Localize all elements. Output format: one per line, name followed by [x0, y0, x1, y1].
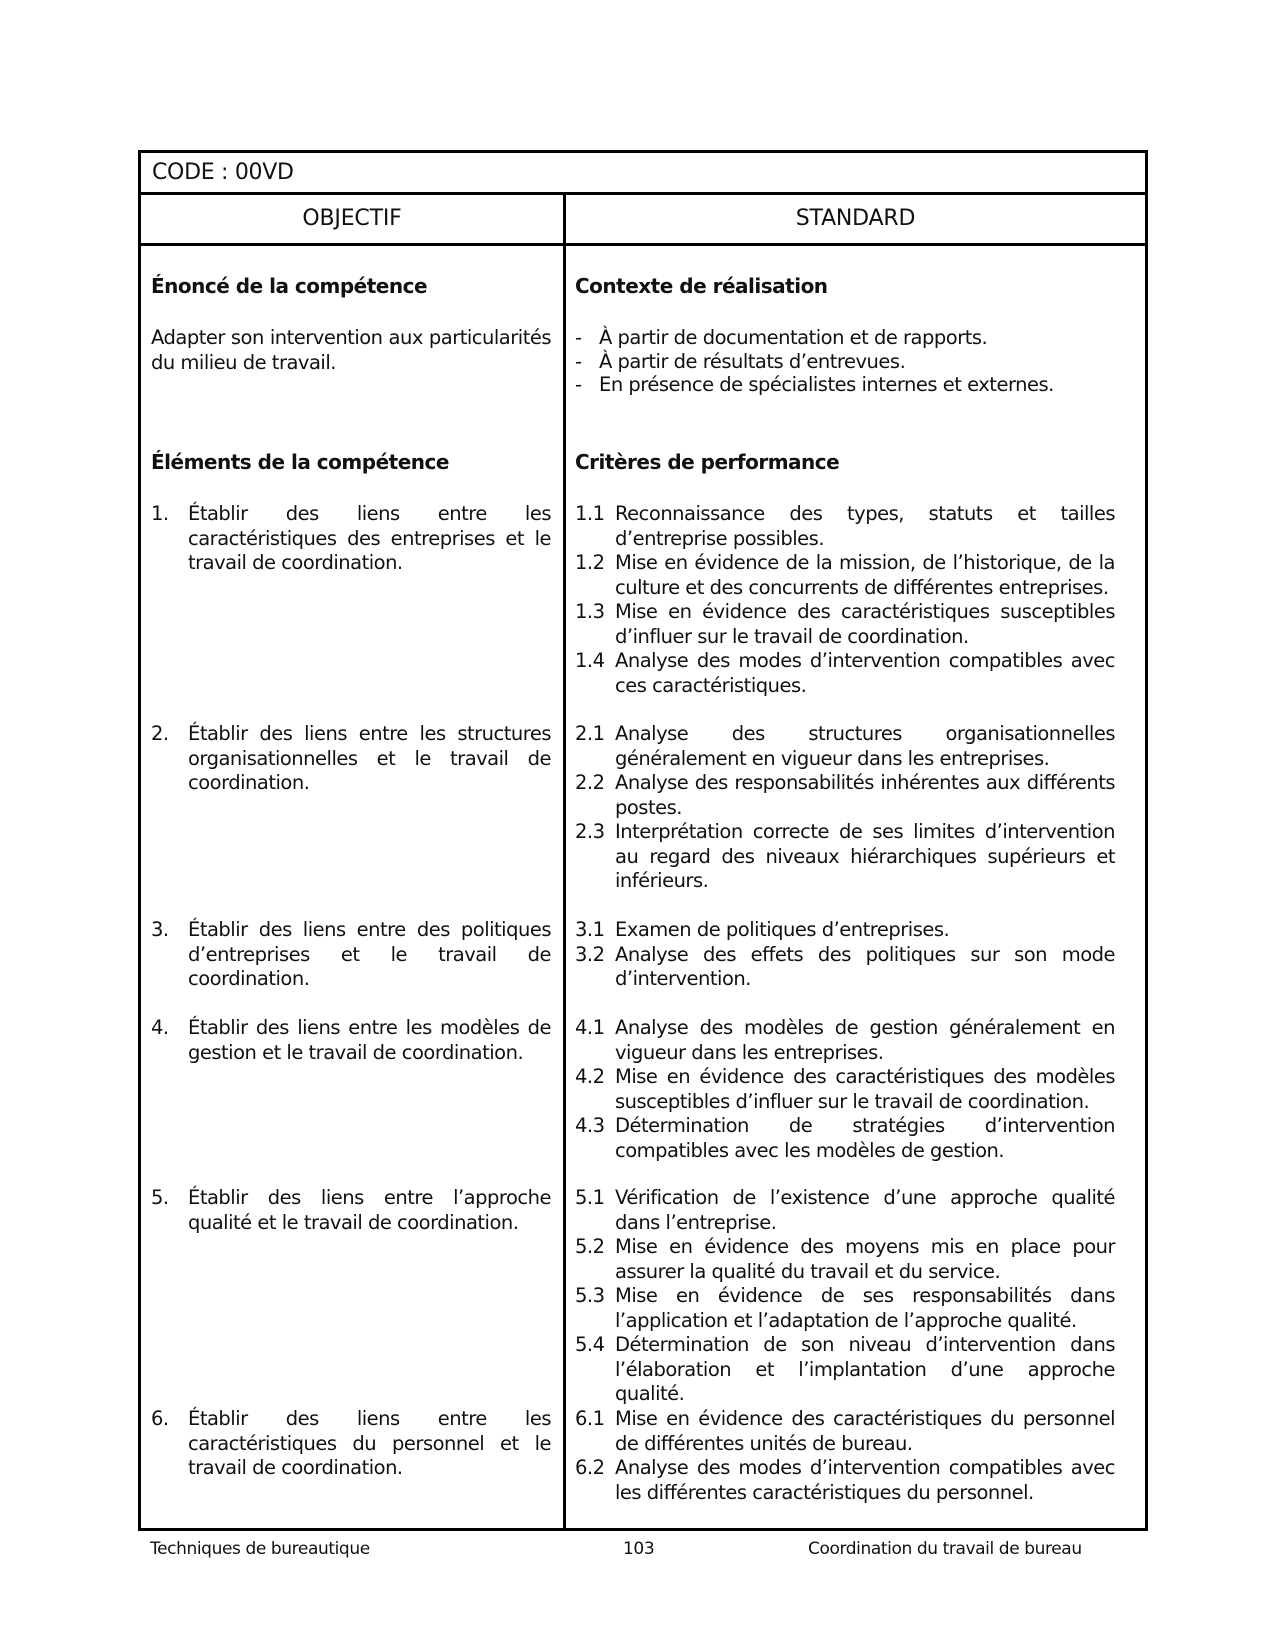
criterion-text: Analyse des modes d’intervention compatibles avec ces caractéristiques. — [615, 649, 1115, 697]
criterion-text: Mise en évidence des caractéristiques susceptibles d’influer sur le travail de coordination. — [615, 600, 1115, 648]
criterion-text: Mise en évidence des caractéristiques du personnel de différentes unités de bureau. — [615, 1407, 1115, 1455]
contexte-item — [575, 350, 1115, 374]
code-row: CODE : 00VD — [141, 153, 1145, 195]
criterion — [575, 1235, 1115, 1284]
column-header-row — [141, 195, 1145, 246]
competency-table — [138, 150, 1148, 1531]
criterion-number: 4.3 — [575, 1114, 605, 1137]
criterion-number: 1.1 — [575, 502, 605, 525]
criterion — [575, 551, 1115, 600]
criterion-number: 1.3 — [575, 600, 605, 623]
criterion-number: 5.4 — [575, 1333, 605, 1356]
criterion-text: Vérification de l’existence d’une approche qualité dans l’entreprise. — [615, 1186, 1115, 1234]
element-4 — [151, 1016, 551, 1065]
column-divider — [563, 195, 566, 1528]
header-objectif: OBJECTIF — [302, 206, 402, 231]
criterion — [575, 502, 1115, 551]
element-text: Établir des liens entre les caractéristiques du personnel et le travail de coordination. — [188, 1407, 551, 1479]
criterion — [575, 722, 1115, 771]
criterion-text: Mise en évidence de la mission, de l’historique, de la culture et des concurrents de différentes entreprises. — [615, 551, 1115, 599]
element-text: Établir des liens entre l’approche qualité et le travail de coordination. — [188, 1186, 551, 1234]
criteres-heading: Critères de performance — [575, 450, 840, 474]
criterion-number: 5.2 — [575, 1235, 605, 1258]
element-number: 3. — [151, 918, 169, 941]
criterion-text: Analyse des effets des politiques sur son mode d’intervention. — [615, 942, 1115, 990]
element-number: 2. — [151, 722, 169, 745]
element-number: 1. — [151, 502, 169, 525]
element-1 — [151, 502, 551, 576]
criterion-text: Analyse des modèles de gestion généralement en vigueur dans les entreprises. — [615, 1016, 1115, 1064]
criterion-text: Examen de politiques d’entreprises. — [615, 918, 950, 941]
criterion-text: Analyse des responsabilités inhérentes aux différents postes. — [615, 771, 1115, 819]
criterion — [575, 943, 1115, 992]
header-standard: STANDARD — [795, 206, 916, 231]
criterion-number: 3.2 — [575, 942, 605, 966]
criterion-text: Détermination de son niveau d’intervention dans l’élaboration et l’implantation d’une approche qualité. — [615, 1333, 1115, 1405]
criterion-number: 2.1 — [575, 722, 605, 745]
criterion-number: 6.1 — [575, 1407, 605, 1430]
bullet-dash: - — [575, 373, 582, 396]
element-number: 4. — [151, 1016, 169, 1039]
criterion — [575, 1114, 1115, 1163]
criterion-text: Analyse des structures organisationnelles généralement en vigueur dans les entreprises. — [615, 722, 1115, 770]
contexte-item — [575, 373, 1115, 397]
enonce-heading: Énoncé de la compétence — [151, 274, 428, 298]
contexte-heading: Contexte de réalisation — [575, 274, 828, 298]
criterion — [575, 1284, 1115, 1333]
criterion — [575, 1333, 1115, 1407]
criterion — [575, 1456, 1115, 1505]
criteria-group-1 — [575, 502, 1115, 698]
criteria-group-6 — [575, 1407, 1115, 1505]
criterion-number: 3.1 — [575, 918, 605, 941]
element-6 — [151, 1407, 551, 1481]
criterion-number: 4.2 — [575, 1065, 605, 1088]
criterion-number: 2.3 — [575, 820, 605, 843]
criterion — [575, 1016, 1115, 1065]
criterion — [575, 918, 1115, 943]
contexte-item — [575, 326, 1115, 350]
criterion-text: Mise en évidence des caractéristiques des modèles susceptibles d’influer sur le travail de coordination. — [615, 1065, 1115, 1113]
contexte-list — [575, 326, 1115, 397]
footer-program: Techniques de bureautique — [150, 1539, 370, 1559]
criterion — [575, 600, 1115, 649]
criterion-number: 4.1 — [575, 1016, 605, 1039]
contexte-text: À partir de résultats d’entrevues. — [599, 349, 906, 373]
bullet-dash: - — [575, 349, 582, 373]
footer-course: Coordination du travail de bureau — [808, 1539, 1082, 1559]
element-2 — [151, 722, 551, 796]
criterion — [575, 771, 1115, 820]
element-number: 6. — [151, 1407, 169, 1430]
element-text: Établir des liens entre les modèles de gestion et le travail de coordination. — [188, 1016, 551, 1064]
criterion-number: 2.2 — [575, 771, 605, 794]
criterion — [575, 1065, 1115, 1114]
criterion-text: Analyse des modes d’intervention compatibles avec les différentes caractéristiques du personnel. — [615, 1456, 1115, 1504]
criterion-number: 1.4 — [575, 649, 605, 672]
criteria-group-5 — [575, 1186, 1115, 1407]
bullet-dash: - — [575, 326, 582, 349]
criterion-text: Mise en évidence des moyens mis en place pour assurer la qualité du travail et du service. — [615, 1235, 1115, 1283]
criterion-text: Détermination de stratégies d’intervention compatibles avec les modèles de gestion. — [615, 1114, 1115, 1162]
footer-page-number: 103 — [623, 1539, 655, 1559]
criterion-text: Interprétation correcte de ses limites d’intervention au regard des niveaux hiérarchiques supérieurs et inférieurs. — [615, 820, 1115, 892]
criterion-number: 5.3 — [575, 1284, 605, 1307]
criterion-number: 6.2 — [575, 1456, 605, 1479]
criterion — [575, 1407, 1115, 1456]
criterion-text: Reconnaissance des types, statuts et tailles d’entreprise possibles. — [615, 502, 1115, 550]
element-5 — [151, 1186, 551, 1235]
elements-heading: Éléments de la compétence — [151, 450, 449, 474]
criterion — [575, 649, 1115, 698]
criterion — [575, 820, 1115, 894]
criterion — [575, 1186, 1115, 1235]
criterion-text: Mise en évidence de ses responsabilités dans l’application et l’adaptation de l’approche qualité. — [615, 1284, 1115, 1332]
enonce-text: Adapter son intervention aux particularités du milieu de travail. — [151, 326, 551, 374]
element-text: Établir des liens entre des politiques d’entreprises et le travail de coordination. — [188, 918, 551, 990]
criteria-group-4 — [575, 1016, 1115, 1163]
criteria-group-3 — [575, 918, 1115, 992]
contexte-text: En présence de spécialistes internes et externes. — [599, 373, 1054, 396]
element-number: 5. — [151, 1186, 169, 1209]
contexte-text: À partir de documentation et de rapports. — [599, 326, 988, 349]
element-text: Établir des liens entre les caractéristiques des entreprises et le travail de coordination. — [188, 502, 551, 574]
criterion-number: 5.1 — [575, 1186, 605, 1209]
element-3 — [151, 918, 551, 992]
criteria-group-2 — [575, 722, 1115, 894]
element-text: Établir des liens entre les structures organisationnelles et le travail de coordination. — [188, 722, 551, 794]
criterion-number: 1.2 — [575, 551, 605, 574]
